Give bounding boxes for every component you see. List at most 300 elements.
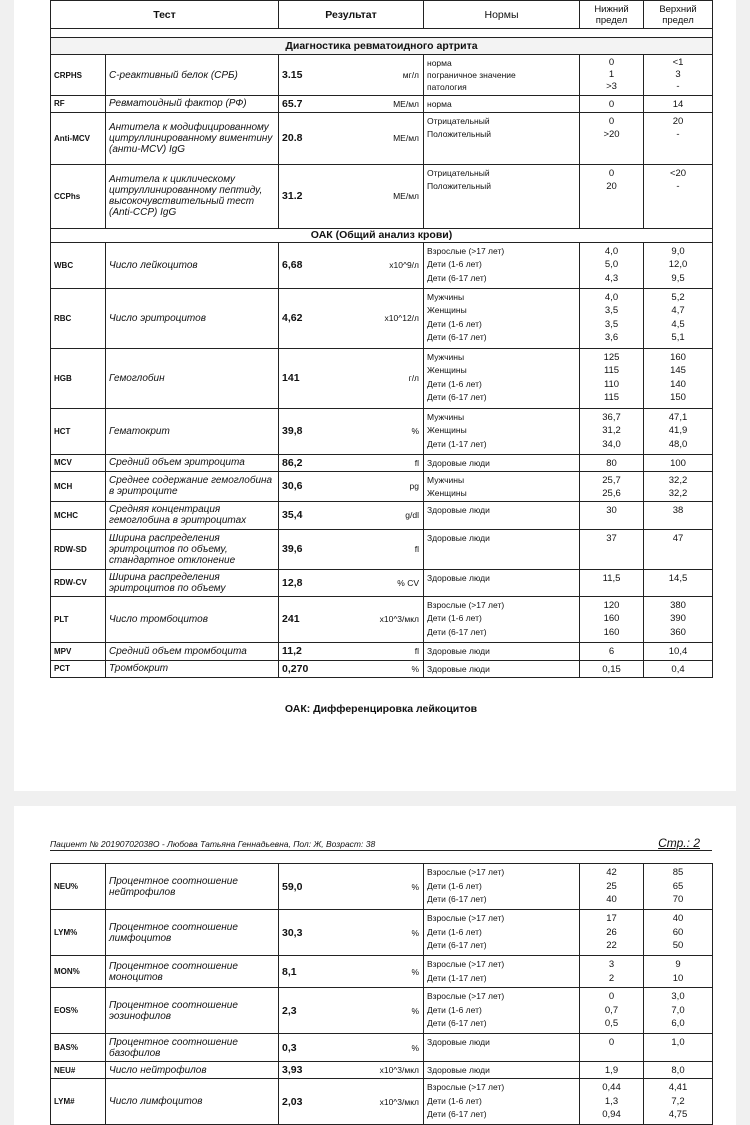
table-row — [51, 471, 713, 501]
section-title-ra: Диагностика ревматоидного артрита — [51, 38, 713, 55]
test-code: MCHC — [51, 501, 106, 529]
lower-limit: 11,5 — [602, 572, 621, 584]
upper-limit-cell — [644, 569, 713, 596]
upper-limit-cell — [644, 596, 713, 642]
lower-limit: 37 — [606, 532, 617, 544]
result-value: 11,2 — [282, 645, 302, 657]
upper-limit-cell — [644, 956, 713, 988]
result-cell — [279, 348, 424, 408]
result-unit: % — [411, 663, 420, 674]
lower-limit: 160 — [603, 626, 620, 638]
test-name: Процентное соотношение лимфоцитов — [106, 910, 279, 956]
lower-limit: 4,3 — [604, 272, 619, 284]
norm-label-cell — [424, 1062, 580, 1079]
upper-limit: 160 — [670, 351, 686, 363]
test-name: Число лейкоцитов — [106, 242, 279, 288]
test-name: Средний объем эритроцита — [106, 454, 279, 471]
section-row-cbc — [51, 228, 713, 242]
table-row — [51, 1034, 713, 1062]
upper-limit: <1 — [672, 57, 684, 68]
table-row — [51, 1062, 713, 1079]
norm-label: Мужчины — [427, 291, 465, 302]
upper-limit: - — [676, 181, 680, 192]
test-code: RDW-SD — [51, 529, 106, 569]
upper-limit-cell — [644, 55, 713, 96]
test-name: Среднее содержание гемоглобина в эритроците — [106, 471, 279, 501]
result-cell — [279, 164, 424, 228]
result-unit: МЕ/мл — [393, 133, 420, 143]
upper-limit: 40 — [672, 913, 684, 924]
test-name: Тромбокрит — [106, 660, 279, 677]
test-name: Процентное соотношение нейтрофилов — [106, 864, 279, 910]
lower-limit: 0,44 — [602, 1082, 621, 1093]
norm-label-cell — [424, 288, 580, 348]
report-page-2 — [14, 806, 736, 1125]
lower-limit-cell — [580, 471, 644, 501]
result-value: 8,1 — [282, 965, 297, 978]
result-cell — [279, 596, 424, 642]
norm-label: Дети (1-6 лет) — [427, 1095, 482, 1106]
test-name: Число лимфоцитов — [106, 1079, 279, 1125]
lower-limit: 20 — [606, 181, 617, 192]
norm-label-cell — [424, 164, 580, 228]
lab-results-table-page-2 — [50, 863, 713, 1125]
result-unit: мг/л — [402, 70, 420, 80]
upper-limit: 150 — [670, 392, 686, 403]
norm-label: Дети (1-6 лет) — [427, 378, 482, 389]
header-test: Тест — [51, 1, 279, 29]
result-unit: % — [411, 927, 419, 938]
lower-limit: 2 — [608, 972, 615, 984]
norm-label-cell — [424, 348, 580, 408]
lower-limit: 31,2 — [602, 425, 621, 436]
test-code: PLT — [51, 596, 106, 642]
header-result: Результат — [279, 1, 424, 29]
result-unit: x10^3/мкл — [379, 1096, 419, 1107]
lower-limit: 3,5 — [604, 318, 619, 330]
lower-limit-cell — [580, 1034, 644, 1062]
norm-label: Взрослые (>17 лет) — [427, 959, 505, 969]
lower-limit: 30 — [606, 504, 617, 516]
norm-label: Здоровые люди — [427, 572, 490, 583]
result-cell — [279, 660, 424, 677]
test-name: Средний объем тромбоцита — [106, 642, 279, 660]
lower-limit: 0 — [608, 99, 615, 110]
result-unit: % — [411, 966, 419, 977]
norm-label-cell — [424, 910, 580, 956]
lower-limit: 0 — [608, 57, 615, 68]
norm-label: Дети (6-17 лет) — [427, 940, 487, 950]
upper-limit: 5,1 — [671, 332, 685, 343]
upper-limit: 3 — [675, 69, 681, 80]
norm-label: Положительный — [427, 129, 491, 139]
upper-limit: 41,9 — [668, 425, 688, 436]
norm-label: Взрослые (>17 лет) — [427, 913, 505, 923]
result-cell — [279, 1062, 424, 1079]
test-code: PCT — [51, 660, 106, 677]
lower-limit: >20 — [603, 129, 620, 140]
norm-label: Здоровые люди — [427, 663, 490, 674]
result-unit: x10^9/л — [389, 260, 420, 270]
test-code: MCV — [51, 454, 106, 471]
upper-limit: <20 — [669, 167, 687, 179]
test-code: CCPhs — [51, 164, 106, 228]
norm-label: норма — [427, 99, 452, 109]
test-code: LYM# — [51, 1079, 106, 1125]
norm-label-cell — [424, 1034, 580, 1062]
norm-label-cell — [424, 642, 580, 660]
table-row — [51, 529, 713, 569]
norm-label: норма — [427, 58, 452, 68]
result-cell — [279, 112, 424, 164]
upper-limit: 140 — [670, 378, 686, 390]
lower-limit: 4,0 — [604, 291, 619, 303]
result-value: 39,8 — [282, 425, 303, 437]
section-row-ra — [51, 38, 713, 55]
upper-limit-cell — [644, 96, 713, 113]
norm-label: Здоровые люди — [427, 1065, 490, 1075]
lower-limit: 0,7 — [604, 1004, 619, 1016]
norm-label: Дети (1-6 лет) — [427, 318, 482, 329]
upper-limit: 145 — [670, 365, 686, 376]
result-unit: % — [411, 881, 419, 892]
upper-limit: 70 — [672, 894, 684, 905]
upper-limit: 390 — [670, 613, 686, 624]
lower-limit: 26 — [606, 926, 617, 938]
upper-limit: 60 — [672, 926, 684, 938]
result-unit: x10^12/л — [384, 313, 420, 323]
lower-limit-cell — [580, 1062, 644, 1079]
upper-limit: - — [676, 81, 680, 92]
upper-limit: 32,2 — [668, 488, 688, 499]
test-name: Процентное соотношение эозинофилов — [106, 988, 279, 1034]
upper-limit: 20 — [672, 115, 684, 127]
norm-label: Дети (6-17 лет) — [427, 894, 487, 904]
result-cell — [279, 864, 424, 910]
table-row — [51, 642, 713, 660]
test-code: MCH — [51, 471, 106, 501]
norm-label: Дети (1-6 лет) — [427, 880, 482, 891]
upper-limit-cell — [644, 660, 713, 677]
lower-limit: 25,7 — [602, 474, 621, 486]
test-code: HCT — [51, 408, 106, 454]
lower-limit-cell — [580, 1079, 644, 1125]
result-value: 59,0 — [282, 880, 303, 893]
result-value: 20.8 — [282, 132, 303, 144]
norm-label-cell — [424, 96, 580, 113]
norm-label-cell — [424, 569, 580, 596]
test-code: BAS% — [51, 1034, 106, 1062]
table-row — [51, 864, 713, 910]
test-code: RBC — [51, 288, 106, 348]
norm-label: Дети (6-17 лет) — [427, 1018, 487, 1028]
upper-limit: 9 — [675, 959, 681, 970]
upper-limit: 380 — [670, 599, 686, 611]
norm-label: Взрослые (>17 лет) — [427, 991, 505, 1001]
upper-limit: 6,0 — [671, 1018, 685, 1029]
norm-label-cell — [424, 956, 580, 988]
result-unit: x10^3/мкл — [379, 614, 420, 624]
result-value: 6,68 — [282, 259, 303, 271]
norm-label: Мужчины — [427, 351, 465, 362]
lower-limit-cell — [580, 55, 644, 96]
norm-label: Взрослые (>17 лет) — [427, 245, 505, 256]
patient-info: Пациент № 20190702038O - Любова Татьяна Геннадьевна, Пол: Ж, Возраст: 38 — [50, 839, 376, 849]
lower-limit: 0 — [608, 167, 615, 179]
norm-label-cell — [424, 408, 580, 454]
lower-limit: 0 — [608, 1037, 615, 1048]
norm-label: Женщины — [427, 365, 467, 375]
norm-label-cell — [424, 864, 580, 910]
result-value: 2,3 — [282, 1004, 297, 1017]
lower-limit: 5,0 — [604, 259, 619, 270]
lower-limit: 3,5 — [604, 305, 619, 316]
norm-label: пограничное значение — [427, 70, 516, 80]
result-value: 241 — [282, 613, 300, 625]
report-page-1 — [14, 0, 736, 791]
lower-limit-cell — [580, 288, 644, 348]
norm-label: Дети (6-17 лет) — [427, 1109, 487, 1119]
norm-label: Мужчины — [427, 474, 465, 485]
upper-limit: 32,2 — [668, 474, 688, 486]
result-value: 3.15 — [282, 69, 303, 81]
test-code: NEU% — [51, 864, 106, 910]
upper-limit: 50 — [672, 940, 684, 951]
upper-limit: 9,5 — [671, 272, 685, 284]
upper-limit-cell — [644, 454, 713, 471]
upper-limit: 4,5 — [671, 318, 685, 330]
test-name: Число тромбоцитов — [106, 596, 279, 642]
table-row — [51, 96, 713, 113]
lower-limit: 1 — [608, 69, 615, 80]
upper-limit-cell — [644, 501, 713, 529]
result-unit: g/dl — [405, 510, 420, 520]
result-unit: fl — [414, 457, 420, 468]
norm-label: Взрослые (>17 лет) — [427, 1082, 505, 1092]
norm-label: Отрицательный — [427, 167, 490, 178]
upper-limit: 1,0 — [671, 1037, 685, 1048]
test-name: Гематокрит — [106, 408, 279, 454]
table-row — [51, 55, 713, 96]
norm-label: Взрослые (>17 лет) — [427, 599, 505, 610]
lower-limit-cell — [580, 501, 644, 529]
upper-limit: 100 — [670, 457, 686, 469]
upper-limit: 9,0 — [671, 245, 685, 257]
result-cell — [279, 1034, 424, 1062]
table-row — [51, 348, 713, 408]
result-value: 2,03 — [282, 1095, 303, 1108]
result-cell — [279, 642, 424, 660]
lower-limit: 80 — [606, 457, 617, 469]
result-cell — [279, 55, 424, 96]
lower-limit: 120 — [603, 599, 620, 611]
upper-limit-cell — [644, 348, 713, 408]
lab-results-table-page-1 — [50, 0, 713, 678]
norm-label-cell — [424, 454, 580, 471]
lower-limit: >3 — [606, 81, 617, 92]
upper-limit: 47 — [672, 532, 684, 544]
lower-limit: 1,3 — [604, 1095, 619, 1107]
upper-limit: 360 — [670, 626, 686, 638]
upper-limit: 65 — [672, 880, 684, 892]
upper-limit: 47,1 — [668, 411, 688, 423]
lower-limit: 34,0 — [602, 438, 621, 450]
table-row — [51, 956, 713, 988]
lower-limit: 0,94 — [602, 1109, 621, 1120]
lower-limit: 1,9 — [604, 1065, 619, 1076]
norm-label-cell — [424, 596, 580, 642]
lower-limit: 115 — [603, 365, 620, 376]
norm-label-cell — [424, 660, 580, 677]
upper-limit: 7,0 — [671, 1004, 685, 1016]
header-divider — [50, 850, 712, 851]
norm-label-cell — [424, 112, 580, 164]
lower-limit-cell — [580, 529, 644, 569]
lower-limit: 3,6 — [604, 332, 619, 343]
upper-limit-cell — [644, 529, 713, 569]
norm-label: Дети (1-17 лет) — [427, 438, 487, 449]
lower-limit-cell — [580, 642, 644, 660]
upper-limit-cell — [644, 242, 713, 288]
lower-limit-cell — [580, 408, 644, 454]
test-name: Антитела к циклическому цитруллинированному пептиду, высокочувствительный тест (Anti-CCP) IgG — [106, 164, 279, 228]
norm-label-cell — [424, 501, 580, 529]
upper-limit-cell — [644, 288, 713, 348]
lower-limit-cell — [580, 988, 644, 1034]
lower-limit-cell — [580, 956, 644, 988]
norm-label: Здоровые люди — [427, 532, 490, 543]
lower-limit: 160 — [603, 613, 620, 624]
norm-label: Мужчины — [427, 411, 465, 422]
lower-limit-cell — [580, 348, 644, 408]
lower-limit-cell — [580, 242, 644, 288]
table-row — [51, 988, 713, 1034]
result-unit: fl — [414, 544, 420, 554]
upper-limit: - — [676, 129, 680, 140]
test-code: CRPHS — [51, 55, 106, 96]
upper-limit: 10,4 — [668, 645, 688, 657]
upper-limit: 7,2 — [671, 1095, 685, 1107]
norm-label: Здоровые люди — [427, 504, 490, 515]
result-cell — [279, 408, 424, 454]
lower-limit: 40 — [606, 894, 617, 905]
test-name: С-реактивный белок (СРБ) — [106, 55, 279, 96]
result-value: 141 — [282, 372, 300, 384]
test-code: MON% — [51, 956, 106, 988]
lower-limit: 0,15 — [602, 663, 621, 675]
test-code: MPV — [51, 642, 106, 660]
lower-limit: 125 — [603, 351, 620, 363]
upper-limit-cell — [644, 408, 713, 454]
norm-label: Дети (6-17 лет) — [427, 626, 487, 637]
result-cell — [279, 569, 424, 596]
upper-limit: 10 — [672, 972, 684, 984]
upper-limit-cell — [644, 471, 713, 501]
lower-limit: 42 — [606, 867, 617, 878]
norm-label-cell — [424, 242, 580, 288]
norm-label: Дети (1-6 лет) — [427, 1004, 482, 1015]
result-value: 4,62 — [282, 312, 303, 324]
upper-limit-cell — [644, 1062, 713, 1079]
norm-label: Дети (1-6 лет) — [427, 926, 482, 937]
norm-label: патология — [427, 82, 467, 92]
result-value: 39,6 — [282, 543, 303, 555]
table-row — [51, 1079, 713, 1125]
result-unit: x10^3/мкл — [379, 1065, 419, 1075]
page-number: Стр.: 2 — [658, 836, 700, 850]
norm-label-cell — [424, 1079, 580, 1125]
norm-label: Женщины — [427, 488, 467, 498]
result-unit: % CV — [397, 577, 420, 588]
norm-label: Взрослые (>17 лет) — [427, 867, 505, 877]
result-cell — [279, 956, 424, 988]
lower-limit-cell — [580, 596, 644, 642]
lower-limit: 110 — [603, 378, 620, 390]
norm-label: Положительный — [427, 181, 491, 191]
upper-limit: 48,0 — [668, 438, 688, 450]
upper-limit: 4,75 — [668, 1109, 688, 1120]
result-cell — [279, 988, 424, 1034]
table-row — [51, 164, 713, 228]
upper-limit: 14,5 — [668, 572, 688, 584]
norm-label: Дети (1-17 лет) — [427, 972, 487, 983]
result-unit: МЕ/мл — [393, 191, 420, 201]
upper-limit: 12,0 — [668, 259, 688, 270]
test-code: NEU# — [51, 1062, 106, 1079]
result-value: 0,270 — [282, 662, 309, 675]
lower-limit: 0 — [608, 991, 615, 1002]
norm-label: Здоровые люди — [427, 645, 490, 656]
norm-label: Женщины — [427, 305, 467, 315]
lower-limit-cell — [580, 660, 644, 677]
result-unit: г/л — [408, 373, 420, 383]
lower-limit: 25,6 — [602, 488, 621, 499]
upper-limit: 0,4 — [671, 663, 685, 675]
lower-limit: 22 — [606, 940, 617, 951]
result-unit: fl — [414, 646, 420, 656]
upper-limit: 4,41 — [668, 1082, 688, 1093]
lower-limit-cell — [580, 569, 644, 596]
result-value: 0,3 — [282, 1041, 297, 1054]
test-name: Антитела к модифицированному цитруллинированному виментину (анти-MCV) IgG — [106, 112, 279, 164]
table-row — [51, 242, 713, 288]
section-title-diff: ОАК: Дифференцировка лейкоцитов — [284, 703, 478, 715]
test-name: Число эритроцитов — [106, 288, 279, 348]
norm-label-cell — [424, 529, 580, 569]
upper-limit: 8,0 — [671, 1065, 685, 1076]
lower-limit-cell — [580, 454, 644, 471]
table-header-row — [51, 1, 713, 29]
norm-label: Дети (6-17 лет) — [427, 272, 487, 283]
lower-limit: 36,7 — [602, 411, 621, 423]
norm-label-cell — [424, 988, 580, 1034]
result-unit: % — [411, 1005, 419, 1016]
result-value: 30,6 — [282, 480, 303, 492]
result-unit: МЕ/мл — [393, 98, 420, 109]
lower-limit: 6 — [608, 645, 615, 657]
result-value: 30,3 — [282, 926, 303, 939]
lower-limit: 25 — [606, 880, 617, 892]
result-cell — [279, 1079, 424, 1125]
table-row — [51, 454, 713, 471]
norm-label: Дети (6-17 лет) — [427, 332, 487, 342]
test-code: RDW-CV — [51, 569, 106, 596]
result-cell — [279, 454, 424, 471]
result-unit: pg — [409, 481, 420, 491]
test-name: Ревматоидный фактор (РФ) — [106, 96, 279, 113]
upper-limit-cell — [644, 112, 713, 164]
table-row — [51, 408, 713, 454]
